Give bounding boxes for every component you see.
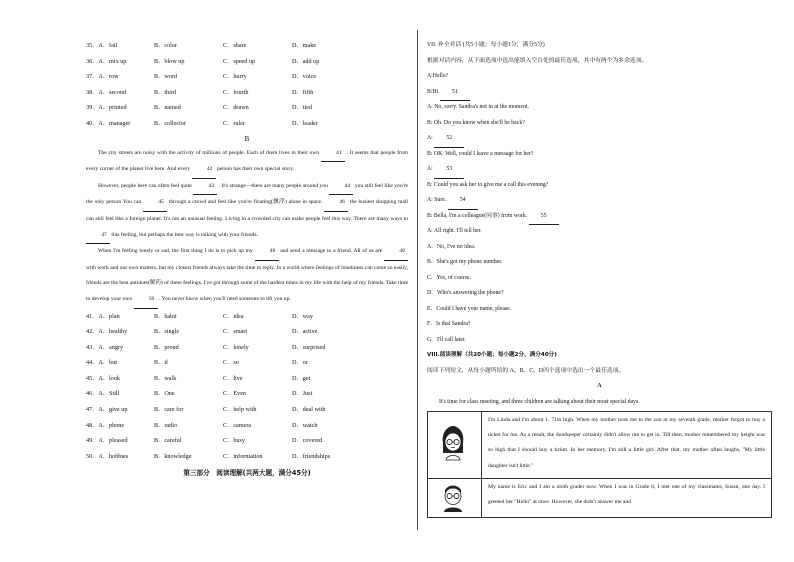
option-text: B．word — [154, 73, 178, 81]
dialogue-text: B:Hi — [427, 88, 439, 95]
option-text: D．add up — [292, 57, 320, 65]
dialogue-line — [427, 100, 772, 116]
dialogue-text: A:Hello? — [427, 73, 449, 79]
option-text: C．idea — [223, 312, 244, 320]
dialogue-choices — [427, 240, 772, 349]
option-text: D．fifth — [292, 88, 314, 96]
option-text: 35．A．fail — [86, 42, 118, 49]
passage-text: the busiest shopping mall can still feel like a foreign planet. It's not an unusual feeling. Living in a crowded city can make people feel this way. There are many ways to — [86, 199, 408, 222]
option-row — [86, 100, 408, 116]
section8-title: VIII.阅读理解（共20小题；每小题2分，满分40分) — [427, 352, 557, 358]
option-row — [86, 371, 408, 387]
option-text: C．busy — [223, 437, 246, 445]
option-text: C．drawn — [223, 104, 249, 112]
section7-instructions: 根据对话内容，从下面选项中选出能填入空白处的最佳选项，其中有两个为多余选项。 — [427, 57, 648, 64]
left-column — [86, 38, 408, 481]
option-text: B．proud — [154, 343, 179, 351]
option-row — [86, 54, 408, 70]
option-text: B．knowledge — [154, 452, 192, 460]
option-text: D．covered — [292, 437, 323, 445]
choice-option: C．Yes, of course. — [427, 274, 471, 281]
section7-title: VII. 补全对话 (共5小题；每小题1分，满分5分) — [427, 42, 545, 48]
dialogue-line — [427, 162, 772, 178]
avatar-cell — [428, 412, 482, 479]
option-text: 49．A．pleased — [86, 437, 128, 445]
blank-number: 44 — [329, 179, 353, 196]
dialogue — [427, 69, 772, 240]
option-row — [86, 324, 408, 340]
dialogue-text: B: Oh. Do you know when she'll be back? — [427, 119, 525, 126]
blank-number: 42 — [192, 162, 216, 179]
right-column — [427, 38, 772, 518]
story-linda: I'm Linda and I'm about 1. 71m high. When my mother took me to the zoo at my seventh grade, mother forgot to buy a ticket for me. As a result, the doorkeeper certainly didn't allow me to get in. Till then, mother remembered my height was so high that I should buy a ticket. In her memory, I'm still a little girl. After that, my mother often laughs, "My little daughter isn't little." — [482, 412, 772, 479]
option-text: B．collector — [154, 119, 186, 127]
section-a-title: A — [597, 383, 602, 389]
column-divider — [417, 30, 418, 530]
option-text: C．smart — [223, 328, 248, 336]
option-text: 37．A．row — [86, 73, 119, 81]
option-text: 45．A．look — [86, 374, 121, 382]
option-text: 48．A．phone — [86, 421, 125, 429]
option-text: C．share — [223, 42, 247, 49]
option-text: B．named — [154, 104, 181, 112]
blank-number: 45 — [143, 195, 167, 212]
option-row — [86, 402, 408, 418]
option-text: D．leader — [292, 119, 318, 127]
option-text: D．active — [292, 328, 318, 336]
option-text: D．watch — [292, 421, 318, 429]
option-text: B．careful — [154, 437, 182, 445]
option-text: B．blow up — [154, 57, 185, 65]
passage-text: through a crowd and feel like you're floating(飘浮) alone in space. — [168, 199, 323, 206]
option-text: B．third — [154, 88, 177, 96]
option-text: C．speed up — [223, 57, 256, 65]
passage-text: . You never know when you'll need someone to lift you up. — [158, 295, 291, 302]
dialogue-line — [427, 209, 772, 225]
dialogue-line — [427, 178, 772, 194]
option-text: 50．A．hobbies — [86, 452, 129, 460]
girl-with-glasses-avatar-icon — [440, 425, 466, 461]
option-text: D．voice — [292, 73, 317, 81]
option-row — [86, 340, 408, 356]
dialogue-text: B: OK. Well, could I leave a message for her? — [427, 150, 534, 157]
option-text: 40．A．manager — [86, 119, 131, 127]
table-row — [428, 412, 772, 479]
dialogue-text: B: Bella, I'm a colleague(同事) from work. — [427, 212, 528, 219]
passage-text: When I'm feeling lonely or sad, the first thing I do is to pick up my — [98, 248, 253, 255]
option-text: D．deal with — [292, 406, 326, 414]
table-row — [428, 479, 772, 518]
blank-number: 54 — [448, 193, 478, 210]
option-text: B．walk — [154, 374, 177, 382]
option-text: C．information — [223, 452, 263, 460]
option-text: B．care for — [154, 406, 184, 414]
choice-option: G．I'll call later. — [427, 336, 466, 343]
blank-number: 48 — [255, 244, 279, 261]
passage-paragraph-2 — [86, 179, 408, 244]
passage-text: . It's strange—there are many people around you — [218, 182, 328, 189]
reading-table — [427, 411, 772, 518]
option-row — [86, 355, 408, 371]
option-row — [86, 38, 408, 54]
option-text: C．live — [223, 374, 243, 382]
avatar-cell — [428, 479, 482, 518]
dialogue-text: A: No, sorry. Sandra's not in at the moment. — [427, 104, 529, 110]
passage-text: and send a message to a friend. All of us are — [280, 248, 383, 255]
passage-text: with work and our own matters, but my closest friends always take the time to reply. In a world where feelings of loneliness can come so easily, friends are the best antidote(解药) of these feelings. I've got through some of the hardest times in my life with the help of my friends. Take time to develop your own — [86, 264, 408, 302]
passage-paragraph-3 — [86, 244, 408, 308]
blank-number: 51 — [440, 85, 470, 102]
option-text: 43．A．angry — [86, 343, 124, 351]
choice-option: B．She's got my phone number. — [427, 259, 503, 265]
option-row — [86, 309, 408, 325]
blank-number: 47 — [86, 228, 110, 245]
blank-number: 43 — [193, 179, 217, 196]
reading-intro: It's time for class meeting, and three children are talking about their most special days. — [439, 398, 640, 405]
dialogue-line — [427, 85, 772, 101]
blank-number: 50 — [134, 292, 158, 309]
option-row — [86, 69, 408, 85]
option-text: D．tied — [292, 104, 312, 112]
option-text: C．help with — [223, 406, 257, 414]
boy-with-glasses-avatar-icon — [440, 482, 466, 512]
choice-option: F．Is that Sandra? — [427, 321, 471, 327]
story-eric: My name is Eric and I am a ninth grader now. When I was in Grade 8, I met one of my classmates, Susan, one day. I greeted her "Hello" at once. However, she didn't answer me and — [482, 479, 772, 518]
option-text: D．get — [292, 374, 311, 382]
dialogue-text: A: — [427, 135, 433, 141]
option-text: 39．A．printed — [86, 104, 127, 112]
option-text: C．ruler — [223, 119, 245, 127]
passage-text: person has their own special story. — [217, 166, 295, 173]
passage-text: The city streets are noisy with the activity of millions of people. Each of them lives in their own — [98, 149, 320, 156]
blank-number: 55 — [529, 209, 559, 226]
option-row — [86, 449, 408, 465]
option-row — [86, 85, 408, 101]
passage-text: . It seems that people from every corner of the planet live here. And every — [86, 149, 408, 173]
option-text: B．color — [154, 42, 178, 49]
dialogue-line — [427, 224, 772, 240]
option-text: D．or — [292, 359, 308, 367]
option-text: C．so — [223, 359, 239, 367]
option-text: D．Just — [292, 390, 313, 398]
dialogue-text: B: Could you ask her to give me a call this evening? — [427, 181, 549, 188]
option-text: C．hurry — [223, 73, 247, 81]
dialogue-text: A: Sure. — [427, 197, 447, 203]
option-text: C．camera — [223, 421, 252, 429]
passage-paragraph-1 — [86, 146, 408, 179]
option-row — [86, 418, 408, 434]
option-row — [86, 386, 408, 402]
options-list-a — [86, 38, 408, 132]
option-text: C．Even — [223, 390, 247, 398]
choice-option: E．Could I have your name, please. — [427, 305, 512, 312]
choice-option: D．Who's answering the phone? — [427, 290, 504, 296]
blank-number: 49 — [384, 244, 408, 261]
option-text: B．radio — [154, 421, 178, 429]
option-text: 42．A．healthy — [86, 328, 128, 336]
blank-number: 41 — [321, 146, 345, 163]
blank-number: 53 — [434, 162, 464, 179]
dialogue-line — [427, 147, 772, 163]
option-text: 38．A．second — [86, 88, 127, 96]
option-text: 46．A．Still — [86, 390, 120, 398]
option-text: 36．A．mix up — [86, 57, 127, 65]
blank-number: 52 — [434, 131, 464, 148]
passage-text: this feeling, but perhaps the best way is talking with your friends. — [111, 231, 258, 238]
option-text: C．lonely — [223, 343, 249, 351]
option-text: 47．A．give up — [86, 406, 128, 414]
section-b-title: B — [244, 134, 250, 143]
option-text: B．habit — [154, 312, 177, 320]
option-text: C．fourth — [223, 88, 249, 96]
part3-title: 第三部分 阅读理解(共两大题，满分45分) — [183, 469, 311, 478]
option-row — [86, 433, 408, 449]
option-text: D．surprised — [292, 343, 326, 351]
option-text: B．single — [154, 328, 180, 336]
option-text: D．friendships — [292, 452, 331, 460]
section8-instructions: 阅读下列短文，从每小题所给的 A、B、C、D四个选项中选出一个最佳选项。 — [427, 367, 625, 374]
dialogue-line — [427, 193, 772, 209]
option-text: D．make — [292, 42, 317, 49]
dialogue-text: A: — [427, 166, 433, 172]
blank-number: 46 — [324, 195, 348, 212]
dialogue-line — [427, 131, 772, 147]
option-text: B．One — [154, 390, 175, 398]
dialogue-text: A: All right. I'll tell her. — [427, 228, 482, 234]
option-text: 44．A．but — [86, 359, 117, 367]
options-list-b — [86, 309, 408, 465]
option-text: B．if — [154, 359, 169, 367]
option-row — [86, 116, 408, 132]
passage-text: However, people here can often feel quite — [98, 182, 192, 189]
option-text: 41．A．plan — [86, 312, 120, 320]
option-text: D．way — [292, 312, 313, 320]
passage-text: you still feel like you're the only person You can — [86, 182, 408, 206]
dialogue-line — [427, 116, 772, 132]
dialogue-line — [427, 69, 772, 85]
choice-option: A．No, I've no idea. — [427, 243, 476, 250]
